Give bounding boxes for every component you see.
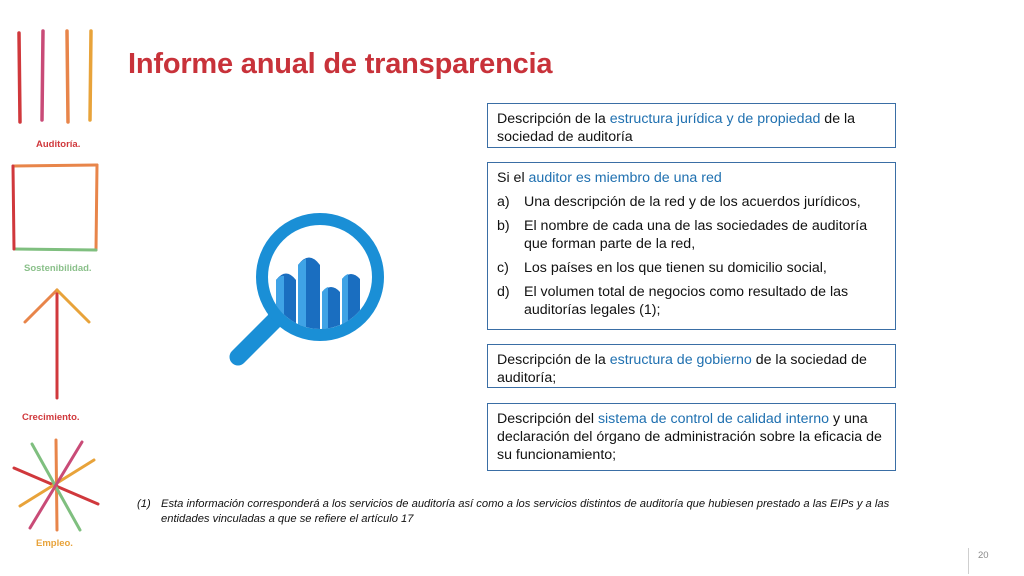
legal-structure-highlight: estructura jurídica y de propiedad xyxy=(609,111,821,127)
quality-post: y una declaración del órgano de administración sobre la eficacia de su funcionamiento; xyxy=(497,411,882,463)
list-item xyxy=(497,259,886,277)
network-heading xyxy=(497,169,886,187)
footnote-text: Esta información corresponderá a los servicios de auditoría así como a los servicios distintos de auditoría que hubiesen prestado a las EIPs y a las entidades vinculadas a que se refiere el artículo 17 xyxy=(161,498,890,525)
page-number: 20 xyxy=(978,550,989,561)
list-item-letter: a) xyxy=(497,194,510,210)
network-highlight: auditor es miembro de una red xyxy=(528,170,722,186)
list-item-text: El volumen total de negocios como resultado de las auditorías legales (1); xyxy=(524,284,849,318)
slide-title: Informe anual de transparencia xyxy=(128,48,553,80)
sidebar-label-sostenibilidad: Sostenibilidad. xyxy=(24,263,92,274)
governance-pre: Descripción de la xyxy=(497,352,610,368)
auditoria-lines-graphic xyxy=(19,31,91,122)
list-item-letter: d) xyxy=(497,284,510,300)
list-item-text: El nombre de cada una de las sociedades de auditoría que forman parte de la red, xyxy=(524,218,868,252)
list-item-text: Una descripción de la red y de los acuerdos jurídicos, xyxy=(524,194,861,210)
magnifier-chart-icon xyxy=(220,205,395,380)
sidebar-graphics xyxy=(0,0,110,576)
network-box xyxy=(487,162,896,330)
network-pre: Si el xyxy=(497,170,529,186)
quality-highlight: sistema de control de calidad interno xyxy=(597,411,830,427)
governance-box xyxy=(487,344,896,388)
legal-structure-box xyxy=(487,103,896,148)
governance-post: de la sociedad de auditoría; xyxy=(497,352,867,386)
footnote-number: (1) xyxy=(137,498,151,510)
list-item-letter: b) xyxy=(497,218,510,234)
sidebar-label-auditoria: Auditoría. xyxy=(36,139,81,150)
quality-pre: Descripción del xyxy=(497,411,598,427)
list-item xyxy=(497,283,886,319)
sidebar-label-crecimiento: Crecimiento. xyxy=(22,412,80,423)
footnote xyxy=(137,497,917,527)
sostenibilidad-square-graphic xyxy=(13,165,97,250)
legal-structure-pre: Descripción de la xyxy=(497,111,610,127)
empleo-burst-graphic xyxy=(14,440,98,530)
list-item xyxy=(497,217,886,253)
legal-structure-post: de la sociedad de auditoría xyxy=(497,111,856,145)
list-item-letter: c) xyxy=(497,260,509,276)
sidebar-label-empleo: Empleo. xyxy=(36,538,73,549)
page-number-divider xyxy=(968,548,969,574)
quality-control-box xyxy=(487,403,896,471)
governance-highlight: estructura de gobierno xyxy=(609,352,752,368)
crecimiento-arrow-graphic xyxy=(25,290,89,398)
list-item xyxy=(497,193,886,211)
list-item-text: Los países en los que tienen su domicilio social, xyxy=(524,260,827,276)
